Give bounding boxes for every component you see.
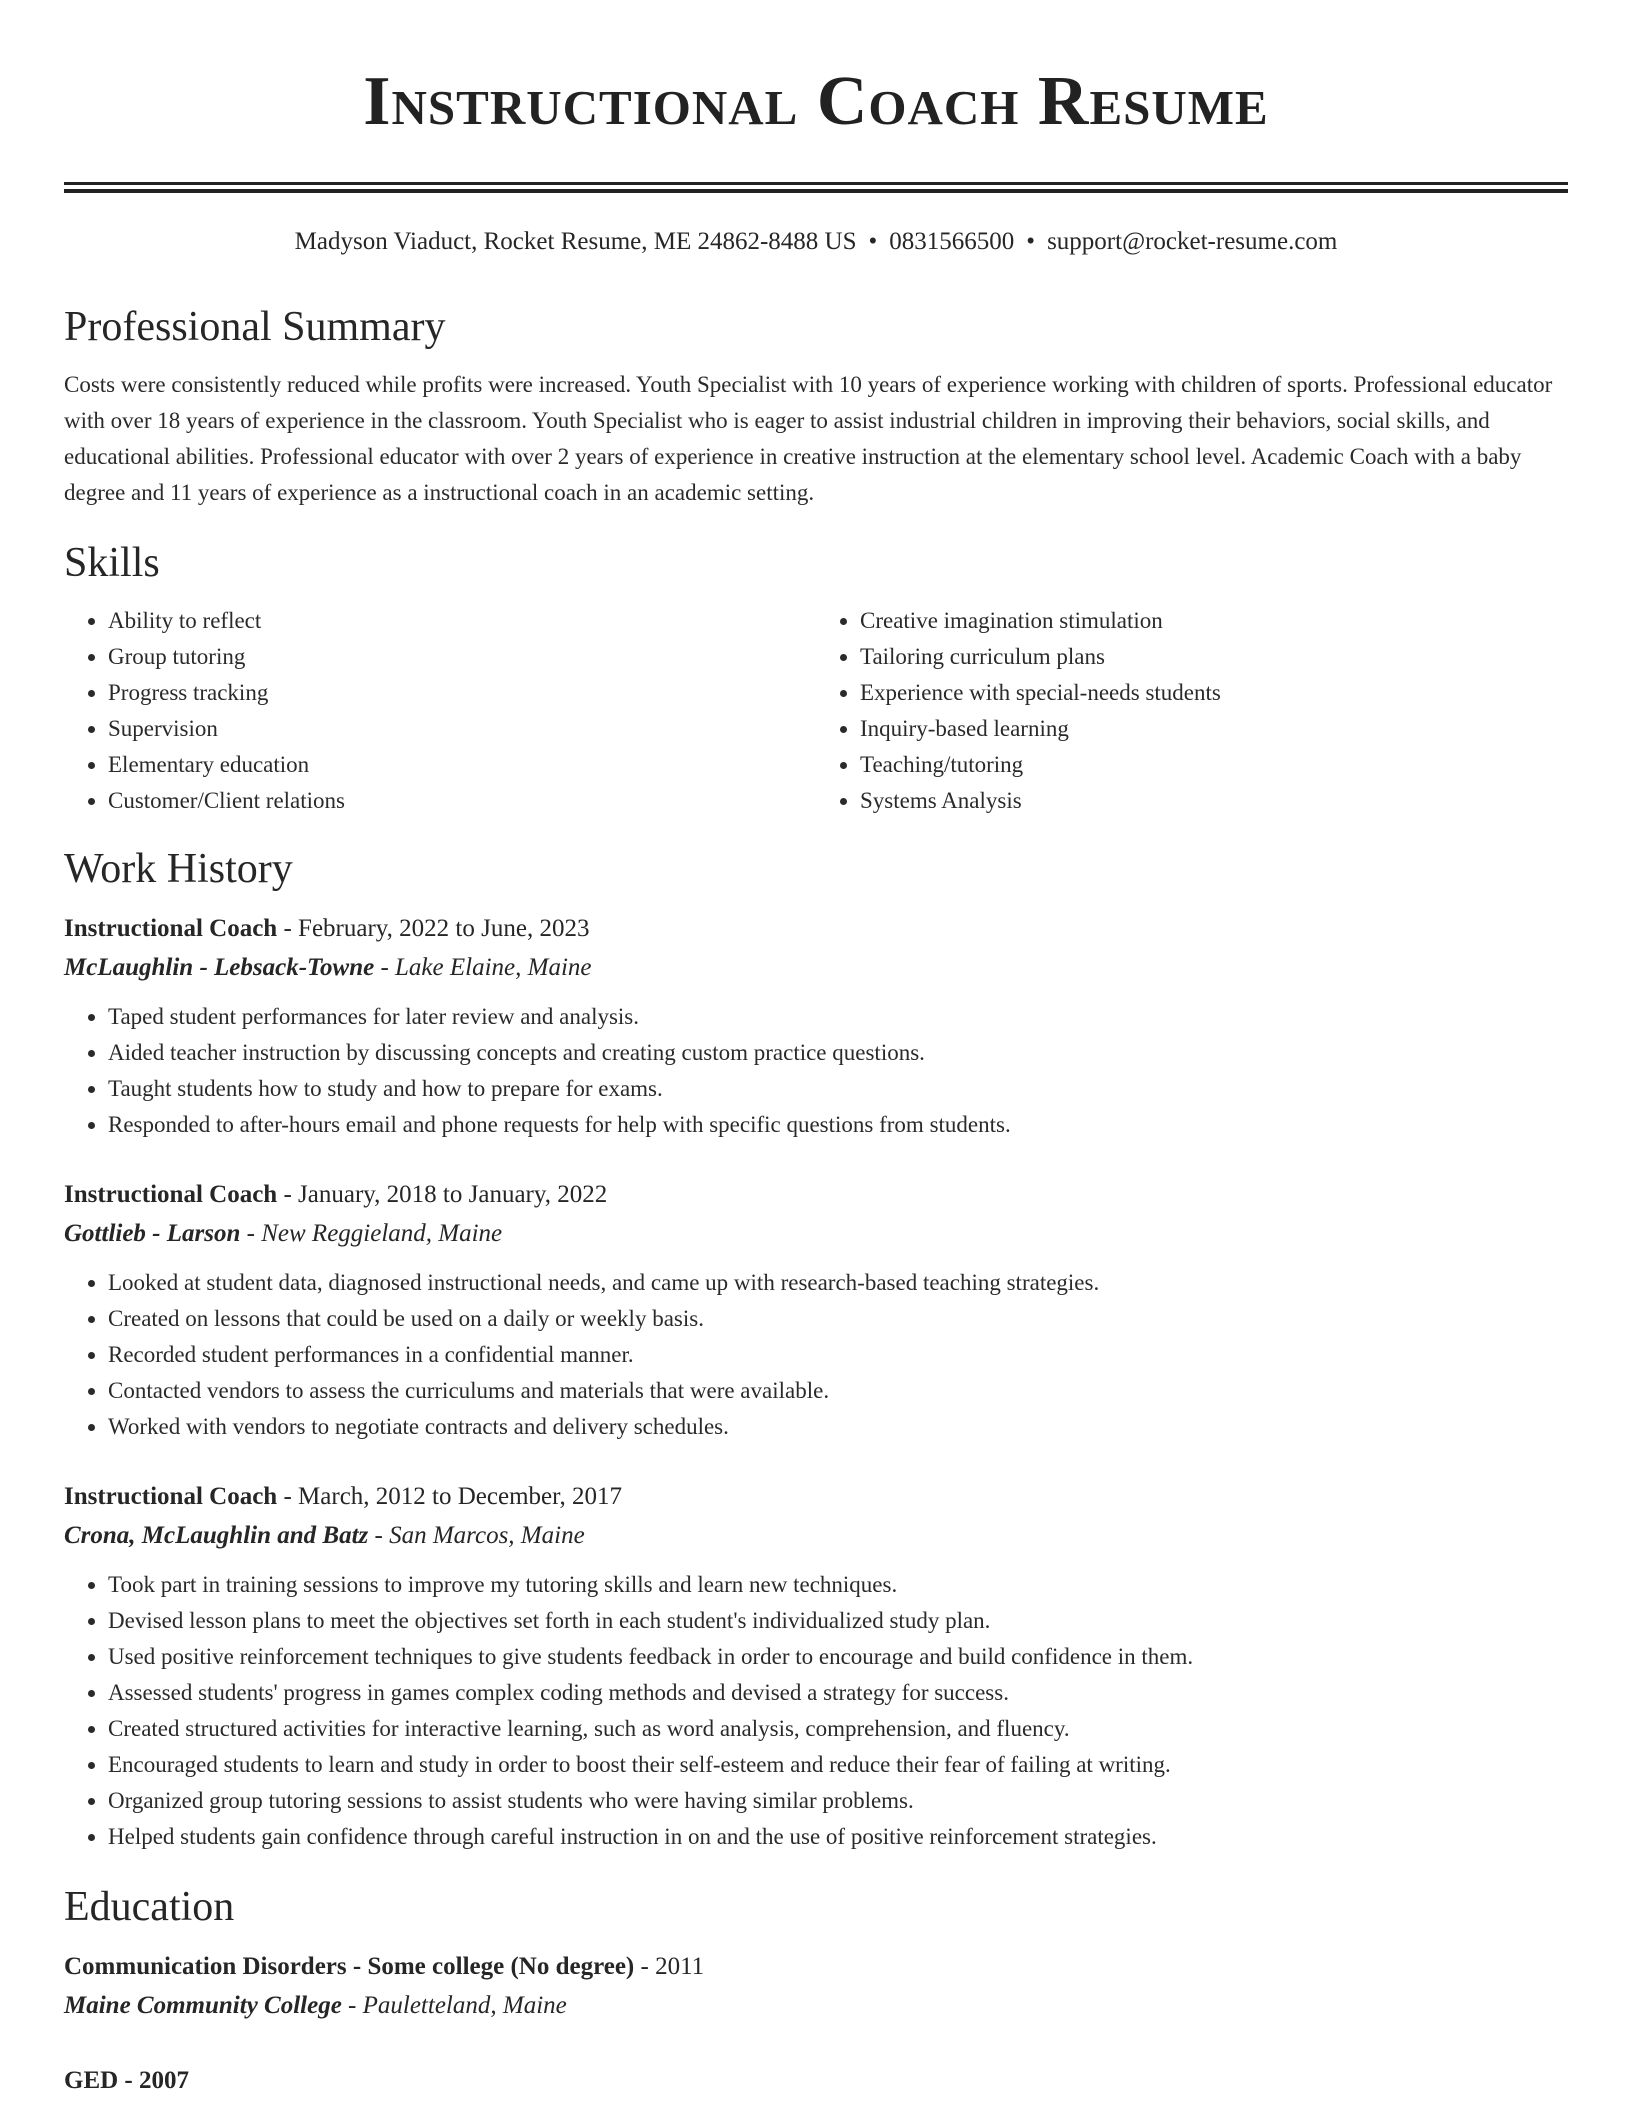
job-title: Instructional Coach [64, 1181, 278, 1208]
skill-item: • Tailoring curriculum plans [860, 639, 1568, 675]
skill-item: • Supervision [108, 711, 816, 747]
skill-item: • Creative imagination stimulation [860, 603, 1568, 639]
job-dates: - March, 2012 to December, 2017 [277, 1483, 622, 1510]
company-name: McLaughlin - Lebsack-Towne [64, 954, 375, 981]
contact-address: Madyson Viaduct, Rocket Resume, ME 24862-8488 US [294, 228, 857, 255]
work-history-heading: Work History [64, 846, 293, 892]
job-duty: • Recorded student performances in a confidential manner. [108, 1337, 1568, 1373]
company-name: Crona, McLaughlin and Batz [64, 1522, 369, 1549]
skills-list [64, 603, 1568, 819]
contact-email: support@rocket-resume.com [1047, 228, 1338, 255]
education-school: Maine Community College [64, 1992, 342, 2019]
job-duties [64, 1567, 1568, 1855]
job-title: Instructional Coach [64, 1483, 278, 1510]
job-duties [64, 1265, 1568, 1445]
company-name: Gottlieb - Larson [64, 1220, 241, 1247]
skill-item: • Progress tracking [108, 675, 816, 711]
job-entry [64, 1477, 1568, 1855]
skill-item: • Ability to reflect [108, 603, 816, 639]
contact-phone: 0831566500 [889, 228, 1015, 255]
job-duty: • Devised lesson plans to meet the objectives set forth in each student's individualized study plan. [108, 1603, 1568, 1639]
summary-text: Costs were consistently reduced while profits were increased. Youth Specialist with 10 years of experience working with children of sports. Professional educator with over 18 years of experience in the classroom. Youth Specialist who is eager to assist industrial children in improving their behaviors, social skills, and educational abilities. Professional educator with over 2 years of experience in creative instruction at the elementary school level. Academic Coach with a baby degree and 11 years of experience as a instructional coach in an academic setting. [64, 372, 1553, 505]
job-title-line [64, 1477, 1568, 1517]
education-heading: Education [64, 1884, 235, 1930]
company-line [64, 1215, 1568, 1253]
education-degree: Communication Disorders - Some college (No degree) [64, 1953, 635, 1980]
education-degree-line [64, 1947, 1568, 1987]
job-duty: • Helped students gain confidence through careful instruction in on and the use of positive reinforcement strategies. [108, 1819, 1568, 1855]
job-duty: • Created on lessons that could be used on a daily or weekly basis. [108, 1301, 1568, 1337]
job-entry [64, 1175, 1568, 1445]
skills-column-left [64, 603, 816, 819]
job-duty: • Created structured activities for interactive learning, such as word analysis, comprehension, and fluency. [108, 1711, 1568, 1747]
job-duty: • Took part in training sessions to improve my tutoring skills and learn new techniques. [108, 1567, 1568, 1603]
skill-item: • Systems Analysis [860, 783, 1568, 819]
job-duty: • Contacted vendors to assess the curriculums and materials that were available. [108, 1373, 1568, 1409]
job-duty: • Looked at student data, diagnosed instructional needs, and came up with research-based teaching strategies. [108, 1265, 1568, 1301]
education-entry [64, 1947, 1568, 2025]
company-location: - Lake Elaine, Maine [374, 954, 592, 981]
job-duty: • Taught students how to study and how to prepare for exams. [108, 1071, 1568, 1107]
job-duty: • Taped student performances for later review and analysis. [108, 999, 1568, 1035]
education-year: - 2011 [634, 1953, 705, 1980]
title-divider [64, 182, 1568, 193]
education-location: - Pauletteland, Maine [341, 1992, 567, 2019]
job-title: Instructional Coach [64, 915, 278, 942]
job-dates: - February, 2022 to June, 2023 [277, 915, 590, 942]
resume-page [64, 0, 1568, 2101]
job-dates: - January, 2018 to January, 2022 [277, 1181, 608, 1208]
skill-item: • Teaching/tutoring [860, 747, 1568, 783]
job-title-line [64, 1175, 1568, 1215]
skills-column-right [816, 603, 1568, 819]
job-duty: • Aided teacher instruction by discussing concepts and creating custom practice questions. [108, 1035, 1568, 1071]
job-entry [64, 909, 1568, 1143]
job-duty: • Organized group tutoring sessions to assist students who were having similar problems. [108, 1783, 1568, 1819]
company-location: - New Reggieland, Maine [240, 1220, 503, 1247]
education-school-line [64, 1987, 1568, 2025]
summary-heading: Professional Summary [64, 304, 446, 350]
skills-heading: Skills [64, 540, 160, 586]
education-entry-partial: GED - 2007 [64, 2067, 189, 2094]
company-line [64, 1517, 1568, 1555]
contact-separator: • [1026, 228, 1036, 255]
job-duty: • Used positive reinforcement techniques to give students feedback in order to encourage and build confidence in them. [108, 1639, 1568, 1675]
skill-item: • Elementary education [108, 747, 816, 783]
resume-title: Instructional Coach Resume [363, 63, 1269, 140]
skill-item: • Group tutoring [108, 639, 816, 675]
job-title-line [64, 909, 1568, 949]
job-duty: • Worked with vendors to negotiate contracts and delivery schedules. [108, 1409, 1568, 1445]
company-location: - San Marcos, Maine [368, 1522, 585, 1549]
job-duty: • Encouraged students to learn and study in order to boost their self-esteem and reduce their fear of failing at writing. [108, 1747, 1568, 1783]
skill-item: • Experience with special-needs students [860, 675, 1568, 711]
job-duties [64, 999, 1568, 1143]
job-duty: • Assessed students' progress in games complex coding methods and devised a strategy for success. [108, 1675, 1568, 1711]
contact-line [64, 225, 1568, 259]
company-line [64, 949, 1568, 987]
contact-separator: • [868, 228, 878, 255]
skill-item: • Inquiry-based learning [860, 711, 1568, 747]
job-duty: • Responded to after-hours email and phone requests for help with specific questions from students. [108, 1107, 1568, 1143]
skill-item: • Customer/Client relations [108, 783, 816, 819]
